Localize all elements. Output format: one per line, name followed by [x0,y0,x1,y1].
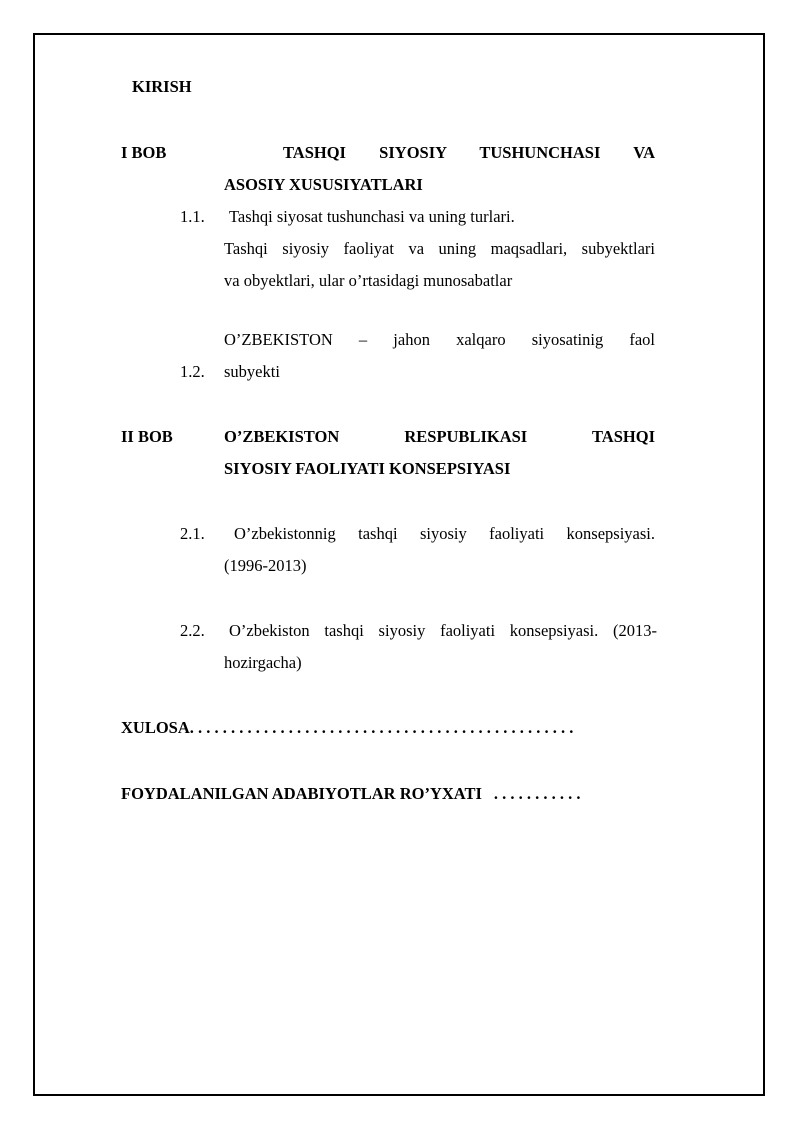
section-2-1-line1: O’zbekistonnig tashqi siyosiy faoliyati konsepsiyasi. [234,524,655,543]
chapter1-title-line2: ASOSIY XUSUSIYATLARI [224,175,423,194]
section-1-2-line2: subyekti [224,362,280,381]
conclusion-entry [121,718,573,738]
section-2-2-line1: O’zbekiston tashqi siyosiy faoliyati konsepsiyasi. (2013- [229,621,657,640]
conclusion-heading: XULOSA [121,718,190,737]
section-1-2-line1: O’ZBEKISTON – jahon xalqaro siyosatinig faol [224,330,655,349]
chapter1-label: I BOB [121,143,167,162]
section-1-2-number: 1.2. [180,362,205,381]
section-1-1-line1: Tashqi siyosat tushunchasi va uning turlari. [229,207,515,226]
references-heading: FOYDALANILGAN ADABIYOTLAR RO’YXATI [121,784,482,803]
chapter2-title-line2: SIYOSIY FAOLIYATI KONSEPSIYASI [224,459,511,478]
section-2-1-number: 2.1. [180,524,205,543]
section-1-1-line2: Tashqi siyosiy faoliyat va uning maqsadlari, subyektlari [224,239,655,258]
section-1-1-line3: va obyektlari, ular o’rtasidagi munosabatlar [224,271,513,290]
conclusion-leader-dots: . . . . . . . . . . . . . . . . . . . . . . . . . . . . . . . . . . . . . . . . . . . . . . . [189,718,574,737]
chapter1-title-line1: TASHQI SIYOSIY TUSHUNCHASI VA [283,143,655,162]
section-2-1-line2: (1996-2013) [224,556,307,575]
chapter2-label: II BOB [121,427,173,446]
references-leader-dots: . . . . . . . . . . . [493,784,581,803]
section-1-1-number: 1.1. [180,207,205,226]
references-entry [121,784,581,804]
section-2-2-number: 2.2. [180,621,205,640]
chapter2-title-line1: O’ZBEKISTON RESPUBLIKASI TASHQI [224,427,655,446]
intro-heading: KIRISH [132,77,192,96]
section-2-2-line2: hozirgacha) [224,653,302,672]
